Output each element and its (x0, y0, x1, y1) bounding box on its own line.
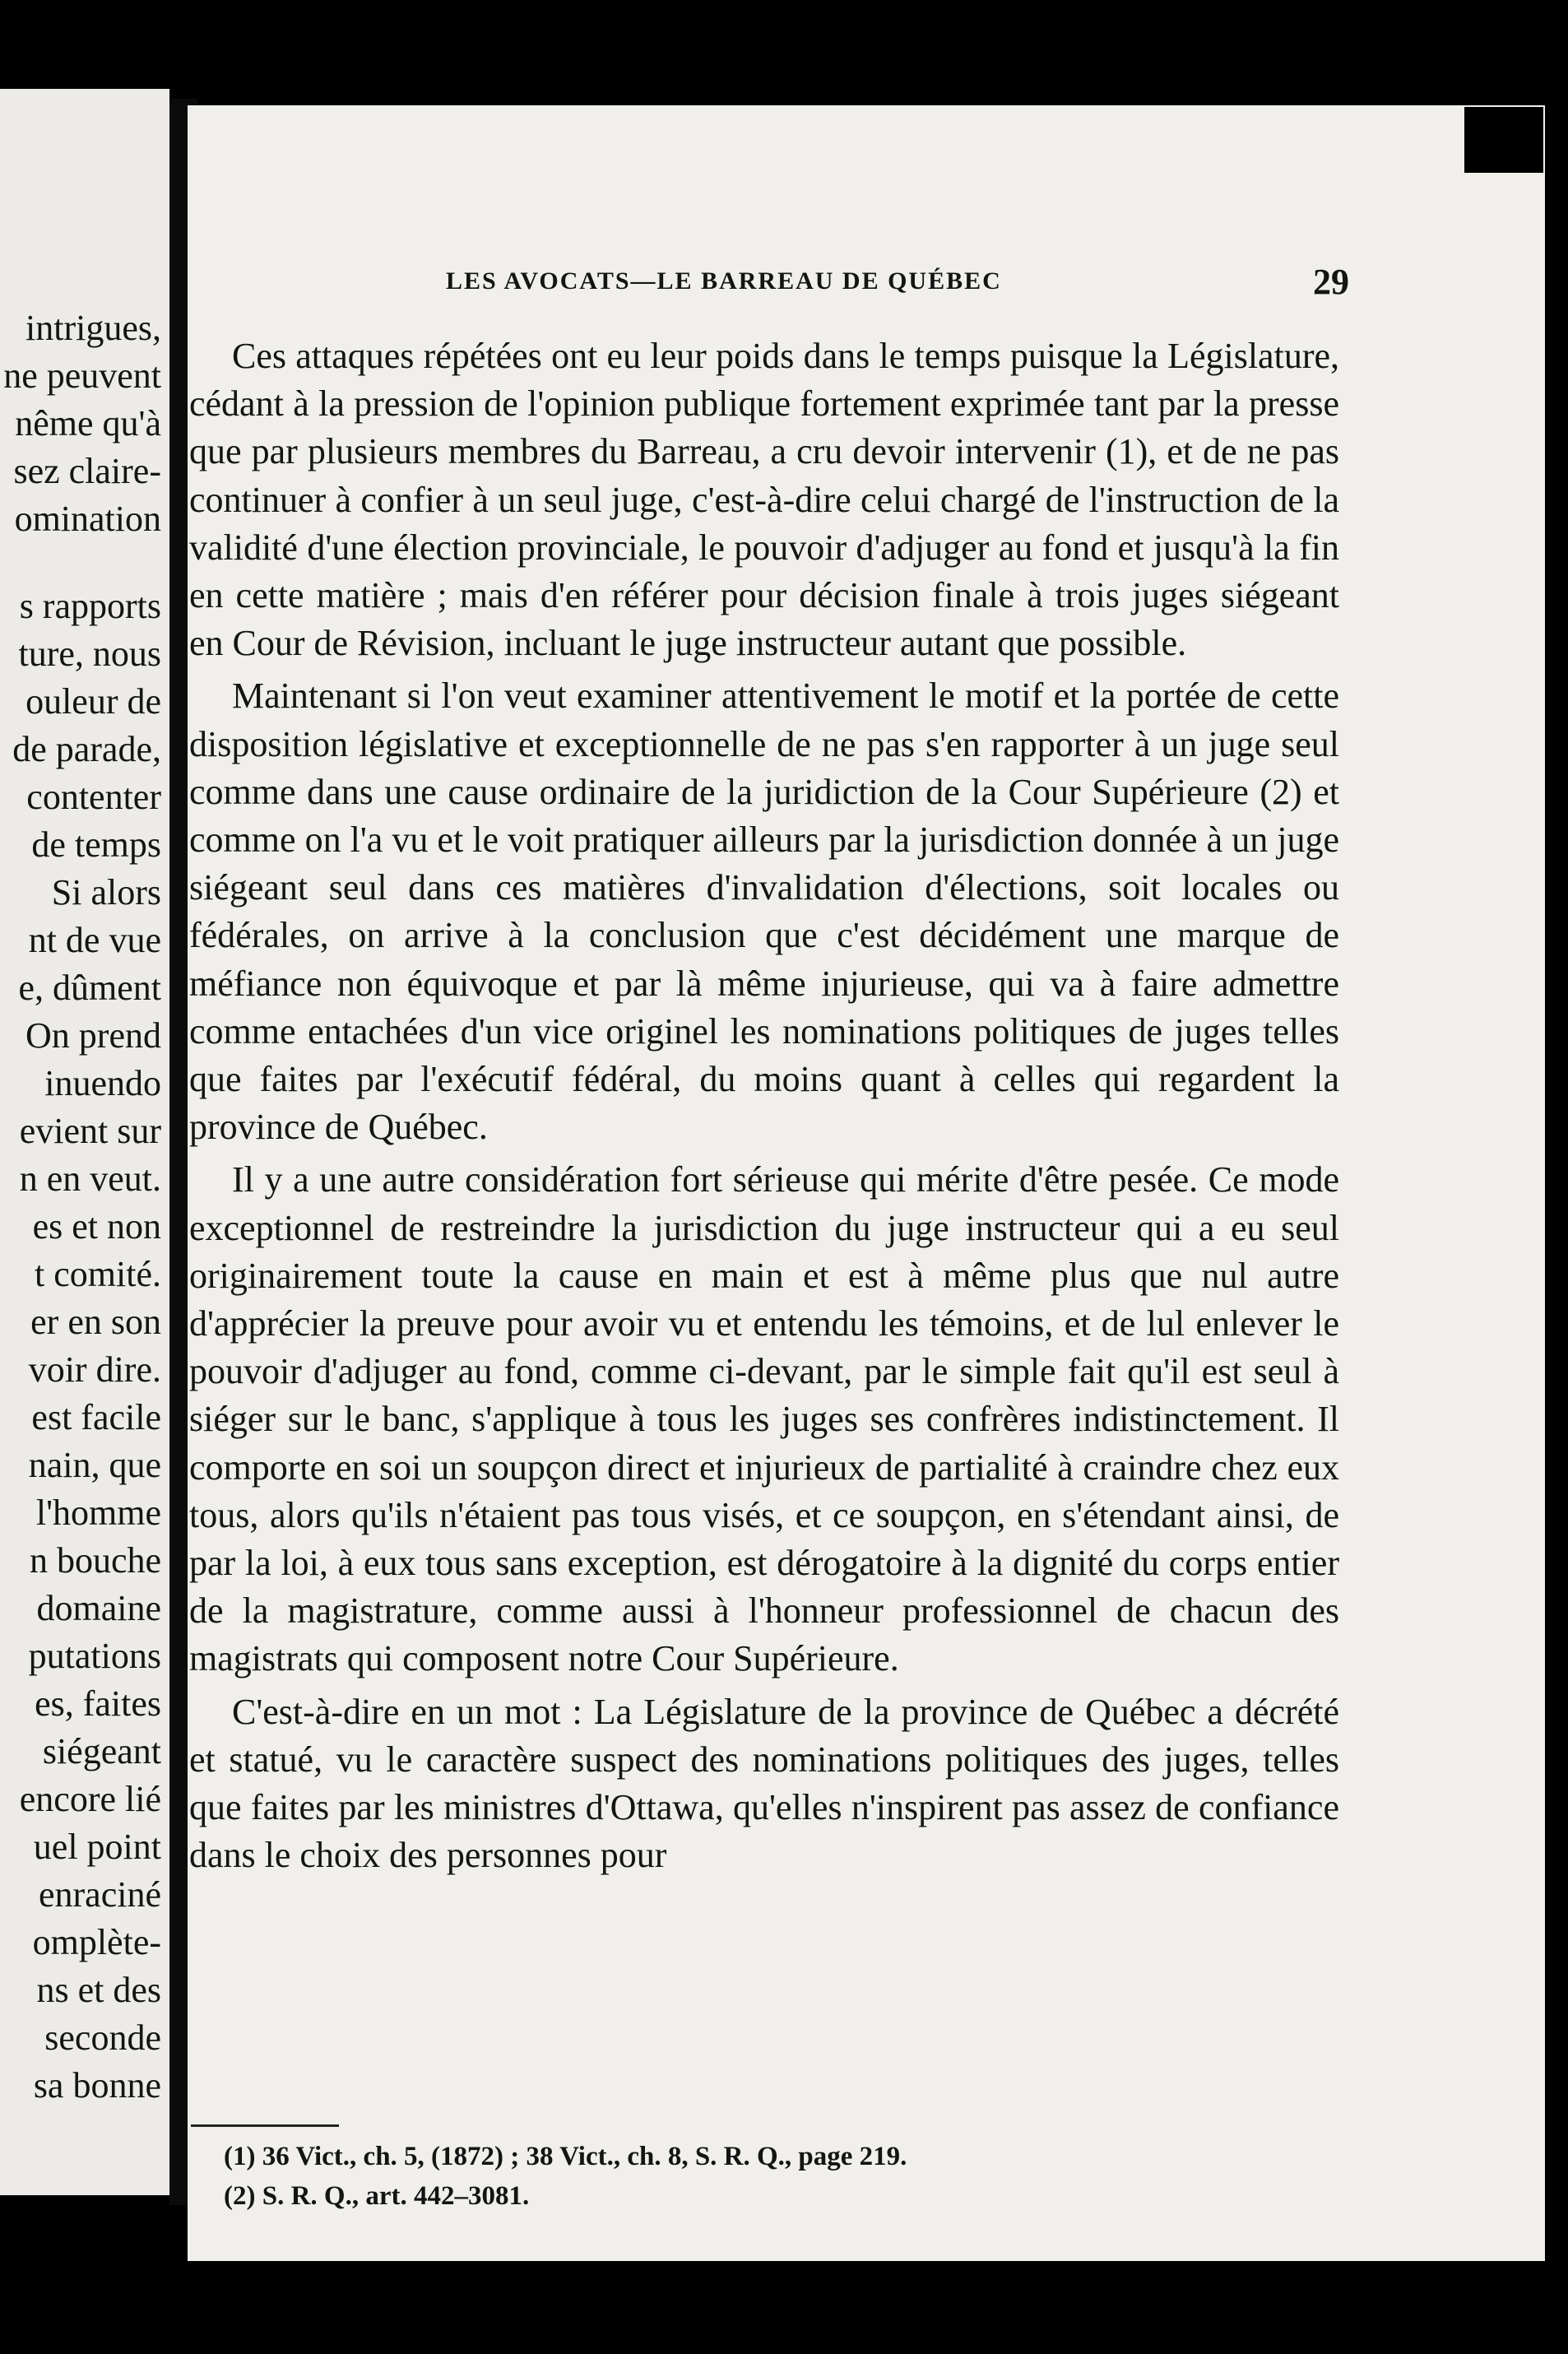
footnotes (224, 2137, 1293, 2216)
left-page-line: inuendo (44, 1063, 161, 1103)
left-page-line: Si alors (51, 872, 161, 912)
left-page-fragment (0, 89, 169, 2195)
running-title: LES AVOCATS—LE BARREAU DE QUÉBEC (446, 267, 1002, 295)
left-page-line: s rapports (19, 586, 161, 626)
left-page-line: de temps (31, 824, 161, 865)
left-page-line: de parade, (12, 729, 161, 769)
paragraph: Ces attaques répétées ont eu leur poids dans le temps puisque la Législature, cédant à la pression de l'opinion publique fortement exprimée tant par la presse que par plusieurs membres du Barreau, a cru devoir intervenir (1), et de ne pas continuer à confier à un seul juge, c'est-à-dire celui chargé de l'instruction de la validité d'une élection provinciale, le pouvoir d'adjuger au fond et jusqu'à la fin en cette matière ; mais d'en référer pour décision finale à trois juges siégeant en Cour de Révision, incluant le juge instructeur autant que possible. (189, 336, 1339, 664)
left-page-line: seconde (44, 2017, 161, 2058)
left-page-line: enraciné (39, 1874, 161, 1915)
page-number: 29 (1313, 262, 1349, 302)
running-head (255, 262, 1349, 309)
left-page-line: intrigues, (26, 308, 161, 348)
left-page-line: uel point (33, 1827, 161, 1867)
left-page-line: n en veut. (19, 1158, 161, 1199)
left-page-line: ture, nous (18, 634, 161, 674)
left-page-line: ne peuvent (3, 355, 161, 396)
footnote: (2) S. R. Q., art. 442–3081. (224, 2181, 530, 2211)
left-page-line: nain, que (28, 1445, 161, 1485)
left-page-line: contenter (26, 777, 161, 817)
paragraph: C'est-à-dire en un mot : La Législature de la province de Québec a décrété et statué, vu le caractère suspect des nominations politiques des juges, telles que faites par les ministres d'Ottawa, qu'elles n'inspirent pas assez de confiance dans le choix des personnes pour (189, 1691, 1339, 1876)
left-page-line: evient sur (19, 1111, 161, 1151)
left-page-line: er en son (30, 1302, 161, 1342)
footnote: (1) 36 Vict., ch. 5, (1872) ; 38 Vict., ch. 8, S. R. Q., page 219. (224, 2142, 907, 2171)
left-page-line: On prend (26, 1015, 161, 1056)
paragraph: Il y a une autre considération fort sérieuse qui mérite d'être pesée. Ce mode exceptionnel de restreindre la jurisdiction du juge instructeur qui a eu seul originairement toute la cause en main et est à même plus que nul autre d'apprécier la preuve pour avoir vu et entendu les témoins, et de lul enlever le pouvoir d'adjuger au fond, comme ci-devant, par le simple fait qu'il est seul à siéger sur le banc, s'applique à tous les juges ses confrères indistinctement. Il comporte en soi un soupçon direct et injurieux de partialité à craindre chez eux tous, alors qu'ils n'étaient pas tous visés, et ce soupçon, en s'étendant ainsi, de par la loi, à eux tous sans exception, est dérogatoire à la dignité du corps entier de la magistrature, comme aussi à l'honneur professionnel de chacun des magistrats qui composent notre Cour Supérieure. (189, 1159, 1339, 1679)
left-page-line: l'homme (35, 1493, 161, 1533)
left-page-line: es et non (32, 1206, 161, 1247)
paragraph: Maintenant si l'on veut examiner attentivement le motif et la portée de cette disposition législative et exceptionnelle de ne pas s'en rapporter à un juge seul comme dans une cause ordinaire de la juridiction de la Cour Supérieure (2) et comme on l'a vu et le voit pratiquer ailleurs par la jurisdiction donnée à un juge siégeant seul dans ces matières d'invalidation d'élections, soit locales ou fédérales, on arrive à la conclusion que c'est décidément une marque de méfiance non équivoque et par là même injurieuse, qui va à faire admettre comme entachées d'un vice originel les nominations politiques de juges telles que faites par l'exécutif fédéral, du moins quant à celles qui regardent la province de Québec. (189, 676, 1339, 1148)
left-page-line: n bouche (29, 1540, 161, 1581)
left-page-line: e, dûment (18, 968, 161, 1008)
left-page-line: est facile (31, 1397, 161, 1437)
left-page-line: ns et des (36, 1970, 161, 2010)
left-page-text (0, 304, 161, 2110)
left-page-line: t comité. (35, 1254, 161, 1294)
left-page-line: nême qu'à (15, 403, 161, 443)
left-page-line: ouleur de (26, 681, 161, 722)
left-page-line: sa bonne (33, 2065, 161, 2106)
left-page-line: nt de vue (28, 920, 161, 960)
left-page-line: encore lié (19, 1779, 161, 1819)
left-page-line: domaine (36, 1588, 161, 1628)
left-page-line: voir dire. (28, 1349, 161, 1390)
left-page-line: siégeant (42, 1731, 161, 1771)
left-page-line: omination (14, 499, 161, 539)
left-page-line: putations (28, 1636, 161, 1676)
left-page-line: omplète- (32, 1922, 161, 1962)
footnote-rule (191, 2124, 339, 2127)
body-text (189, 332, 1339, 1880)
left-page-line: es, faites (35, 1683, 161, 1724)
page-corner-shadow (1464, 107, 1543, 173)
left-page-line (0, 543, 161, 583)
left-page-line: sez claire- (13, 451, 161, 491)
